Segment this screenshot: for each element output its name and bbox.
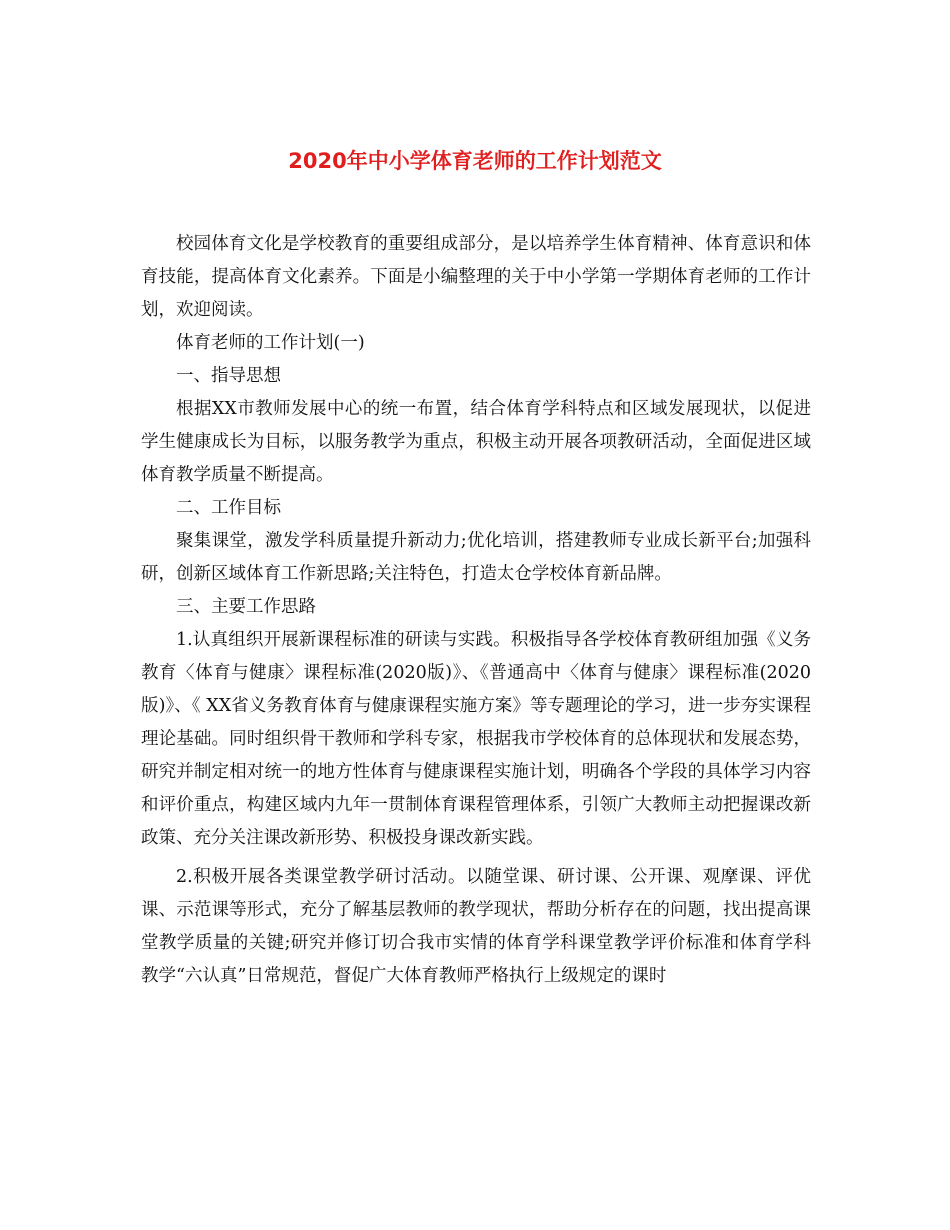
plan-subtitle: 体育老师的工作计划(一) — [176, 333, 365, 353]
intro-paragraph: 校园体育文化是学校教育的重要组成部分，是以培养学生体育精神、体育意识和体育技能，提高体育文化素养。下面是小编整理的关于中小学第一学期体育老师的工作计划，欢迎阅读。 — [141, 234, 811, 320]
main-idea-item-2: 2.积极开展各类课堂教学研讨活动。以随堂课、研讨课、公开课、观摩课、评优课、示范课等形式，充分了解基层教师的教学现状，帮助分析存在的问题，找出提高课堂教学质量的关键;研究并修订切合我市实情的体育学科课堂教学评价标准和体育学科教学“六认真”日常规范，督促广大体育教师严格执行上级规定的课时 — [141, 867, 811, 986]
section-heading-main-ideas: 三、主要工作思路 — [176, 597, 316, 617]
document-body — [141, 228, 811, 993]
section-heading-work-goals: 二、工作目标 — [176, 498, 281, 518]
guiding-thought-paragraph: 根据XX市教师发展中心的统一布置，结合体育学科特点和区域发展现状，以促进学生健康成长为目标，以服务教学为重点，积极主动开展各项教研活动，全面促进区域体育教学质量不断提高。 — [141, 399, 811, 485]
document-title: 2020年中小学体育老师的工作计划范文 — [288, 149, 662, 173]
main-idea-item-1: 1.认真组织开展新课程标准的研读与实践。积极指导各学校体育教研组加强《义务教育〈体育与健康〉课程标准(2020版)》、《普通高中〈体育与健康〉课程标准(2020版)》、《 XX省义务教育体育与健康课程实施方案》等专题理论的学习，进一步夯实课程理论基础。同时组织骨干教师和学科专家，根据我市学校体育的总体现状和发展态势，研究并制定相对统一的地方性体育与健康课程实施计划，明确各个学段的具体学习内容和评价重点，构建区域内九年一贯制体育课程管理体系，引领广大教师主动把握课改新政策、充分关注课改新形势、积极投身课改新实践。 — [141, 630, 811, 848]
section-heading-guiding-thought: 一、指导思想 — [176, 366, 281, 386]
work-goals-paragraph: 聚集课堂，激发学科质量提升新动力;优化培训，搭建教师专业成长新平台;加强科研，创新区域体育工作新思路;关注特色，打造太仓学校体育新品牌。 — [141, 531, 811, 584]
